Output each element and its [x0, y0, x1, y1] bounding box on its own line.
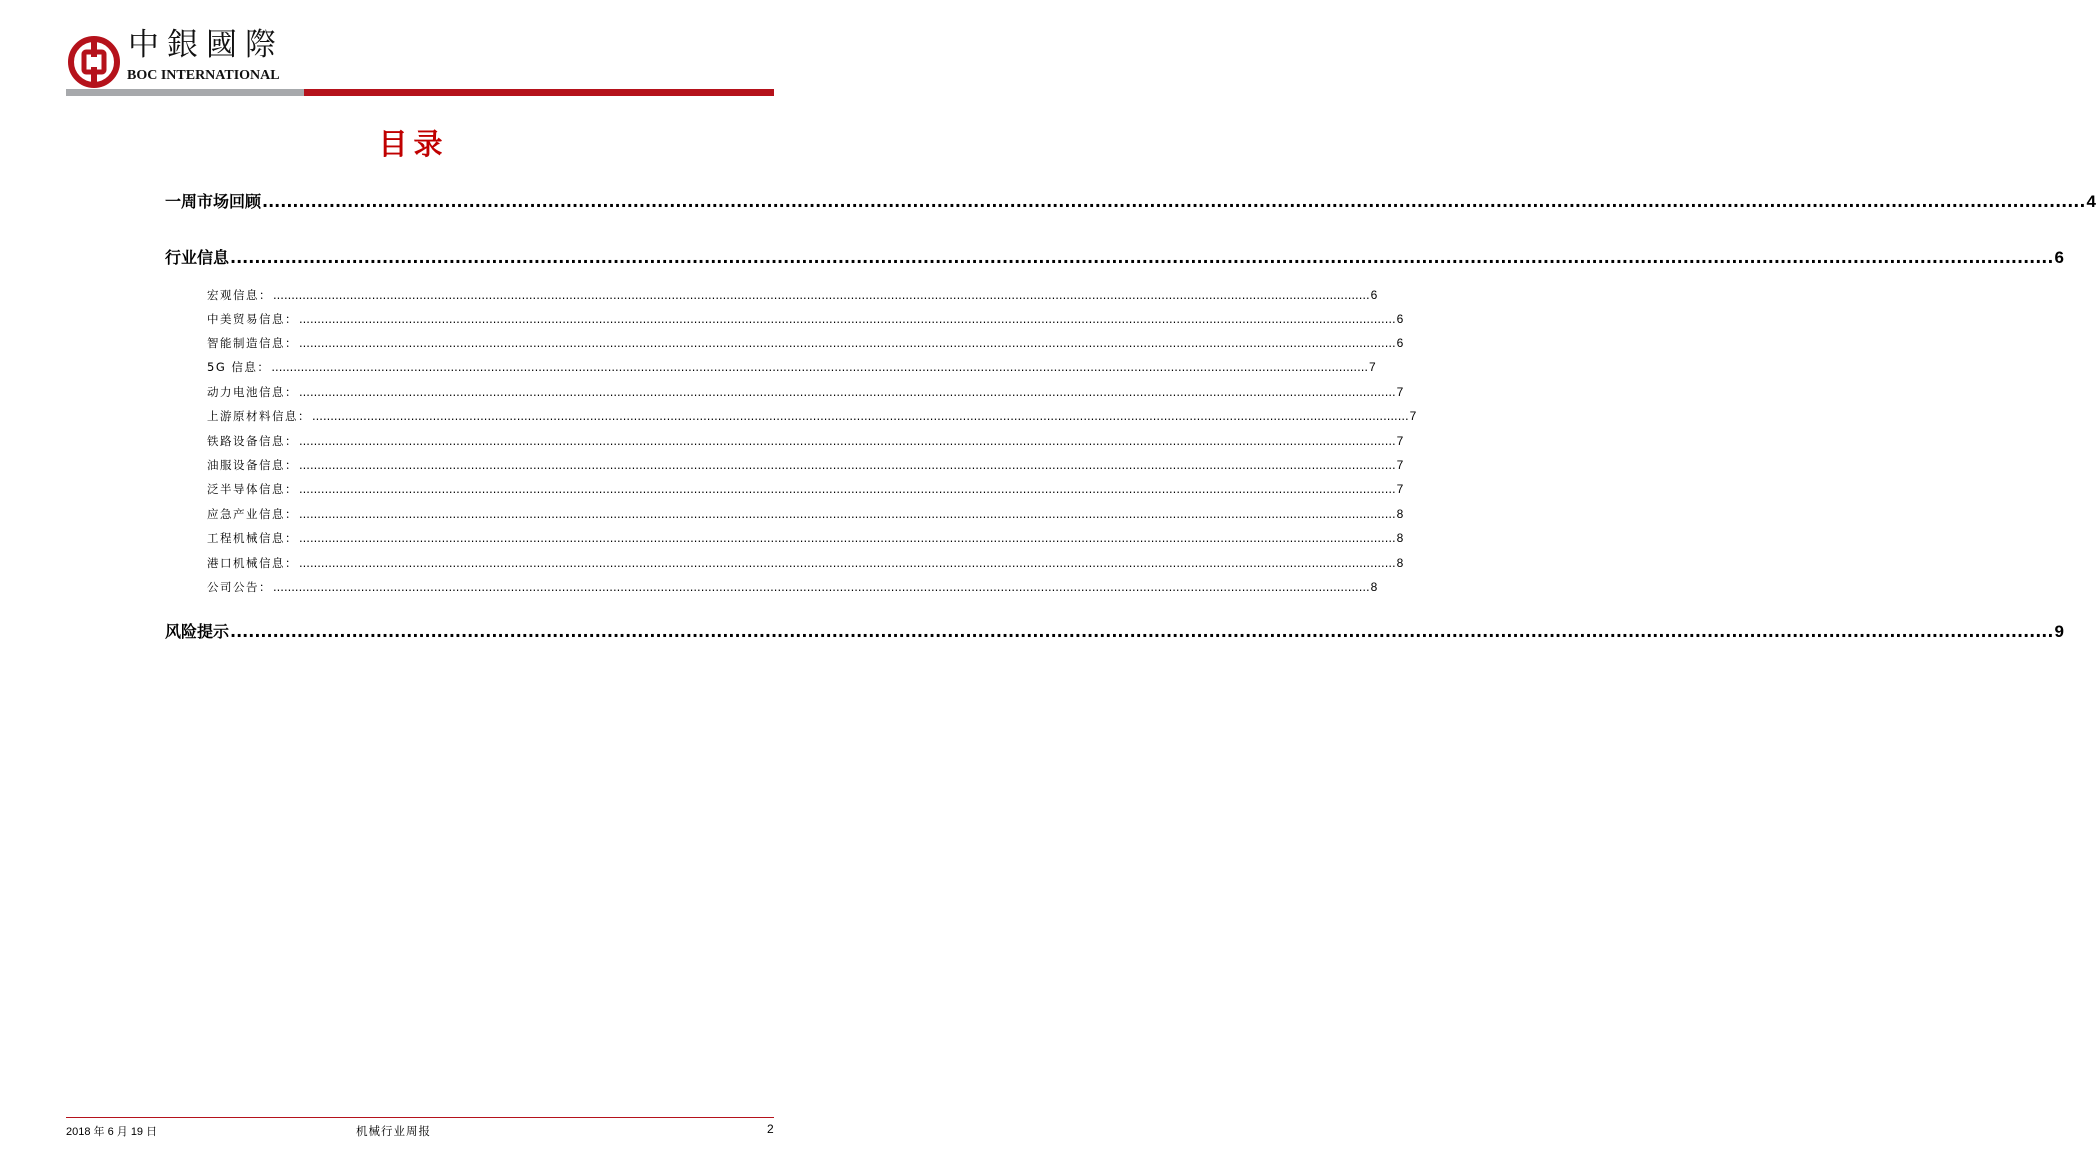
footer-date: 2018 年 6 月 19 日 — [66, 1126, 158, 1138]
toc-entry-label: 动力电池信息： — [207, 385, 298, 399]
toc-leader-dots: ............................................................................................................................................................................................................................................................................................................ — [262, 192, 2086, 211]
footer-page-number: 2 — [767, 1122, 774, 1136]
toc-subentry[interactable] — [207, 433, 1404, 449]
toc-entry-label: 宏观信息： — [207, 288, 272, 302]
toc-entry-label: 工程机械信息： — [207, 531, 298, 545]
header-rule-gray — [66, 89, 304, 96]
toc-entry-page: 8 — [1370, 580, 1378, 594]
toc-subentry[interactable] — [207, 481, 1404, 497]
toc-entry-label: 中美贸易信息： — [207, 312, 298, 326]
toc-leader-dots: ............................................................................................................................................................................................................................................................................................................ — [299, 507, 1396, 521]
toc-subentry[interactable] — [207, 506, 1404, 522]
toc-leader-dots: ............................................................................................................................................................................................................................................................................................................ — [230, 248, 2054, 267]
toc-entry[interactable] — [165, 245, 2064, 268]
toc-entry[interactable] — [165, 189, 2096, 212]
toc-entry-label: 油服设备信息： — [207, 458, 298, 472]
toc-entry-page: 8 — [1396, 507, 1404, 521]
toc-leader-dots: ............................................................................................................................................................................................................................................................................................................ — [299, 336, 1396, 350]
toc-subentry[interactable] — [207, 408, 1417, 424]
toc-leader-dots: ............................................................................................................................................................................................................................................................................................................ — [273, 580, 1370, 594]
toc-subentry[interactable] — [207, 311, 1404, 327]
toc-entry-page: 9 — [2054, 622, 2064, 641]
toc-entry-page: 6 — [1396, 336, 1404, 350]
toc-entry-label: 风险提示 — [165, 622, 230, 641]
toc-entry-label: 港口机械信息： — [207, 556, 298, 570]
toc-leader-dots: ............................................................................................................................................................................................................................................................................................................ — [299, 531, 1396, 545]
toc-entry-page: 6 — [1396, 312, 1404, 326]
toc-leader-dots: ............................................................................................................................................................................................................................................................................................................ — [312, 409, 1409, 423]
toc-entry-label: 上游原材料信息： — [207, 409, 311, 423]
toc-leader-dots: ............................................................................................................................................................................................................................................................................................................ — [299, 434, 1396, 448]
boc-coin-icon — [68, 36, 120, 88]
header-rule-red — [304, 89, 774, 96]
toc-subentry[interactable] — [207, 359, 1376, 375]
toc-leader-dots: ............................................................................................................................................................................................................................................................................................................ — [299, 556, 1396, 570]
toc-subentry[interactable] — [207, 579, 1378, 595]
toc-subentry[interactable] — [207, 384, 1404, 400]
toc-entry-label: 5G 信息： — [207, 360, 271, 374]
toc-subentry[interactable] — [207, 555, 1404, 571]
toc-entry-page: 7 — [1409, 409, 1417, 423]
toc-subentry[interactable] — [207, 335, 1404, 351]
toc-leader-dots: ............................................................................................................................................................................................................................................................................................................ — [299, 312, 1396, 326]
page-header — [0, 0, 827, 100]
toc-entry-page: 4 — [2086, 192, 2096, 211]
toc-entry-page: 7 — [1396, 434, 1404, 448]
toc-subentry[interactable] — [207, 530, 1404, 546]
toc-entry-page: 6 — [1370, 288, 1378, 302]
toc-entry-label: 智能制造信息： — [207, 336, 298, 350]
footer-rule — [66, 1117, 774, 1118]
toc-entry-page: 8 — [1396, 556, 1404, 570]
toc-entry-page: 7 — [1396, 385, 1404, 399]
toc-entry-page: 7 — [1396, 482, 1404, 496]
toc-leader-dots: ............................................................................................................................................................................................................................................................................................................ — [273, 288, 1370, 302]
toc-subentry[interactable] — [207, 457, 1404, 473]
logo-english-text: BOC INTERNATIONAL — [127, 68, 280, 83]
toc-leader-dots: ............................................................................................................................................................................................................................................................................................................ — [299, 458, 1396, 472]
toc-entry-label: 公司公告： — [207, 580, 272, 594]
toc-leader-dots: ............................................................................................................................................................................................................................................................................................................ — [299, 385, 1396, 399]
logo-chinese-text: 中銀國際 — [128, 27, 284, 63]
toc-entry-label: 一周市场回顾 — [165, 192, 262, 211]
toc-entry-page: 8 — [1396, 531, 1404, 545]
toc-leader-dots: ............................................................................................................................................................................................................................................................................................................ — [271, 360, 1369, 374]
footer-report-title: 机械行业周报 — [356, 1124, 431, 1138]
toc-title: 目录 — [378, 127, 449, 161]
toc-entry-label: 应急产业信息： — [207, 507, 298, 521]
toc-entry-page: 6 — [2054, 248, 2064, 267]
toc-entry[interactable] — [165, 619, 2064, 642]
toc-entry-label: 行业信息 — [165, 248, 230, 267]
toc-entry-page: 7 — [1396, 458, 1404, 472]
toc-subentry[interactable] — [207, 287, 1378, 303]
toc-entry-page: 7 — [1369, 360, 1376, 374]
toc-leader-dots: ............................................................................................................................................................................................................................................................................................................ — [230, 622, 2054, 641]
toc-leader-dots: ............................................................................................................................................................................................................................................................................................................ — [299, 482, 1396, 496]
toc-entry-label: 铁路设备信息： — [207, 434, 298, 448]
toc-entry-label: 泛半导体信息： — [207, 482, 298, 496]
